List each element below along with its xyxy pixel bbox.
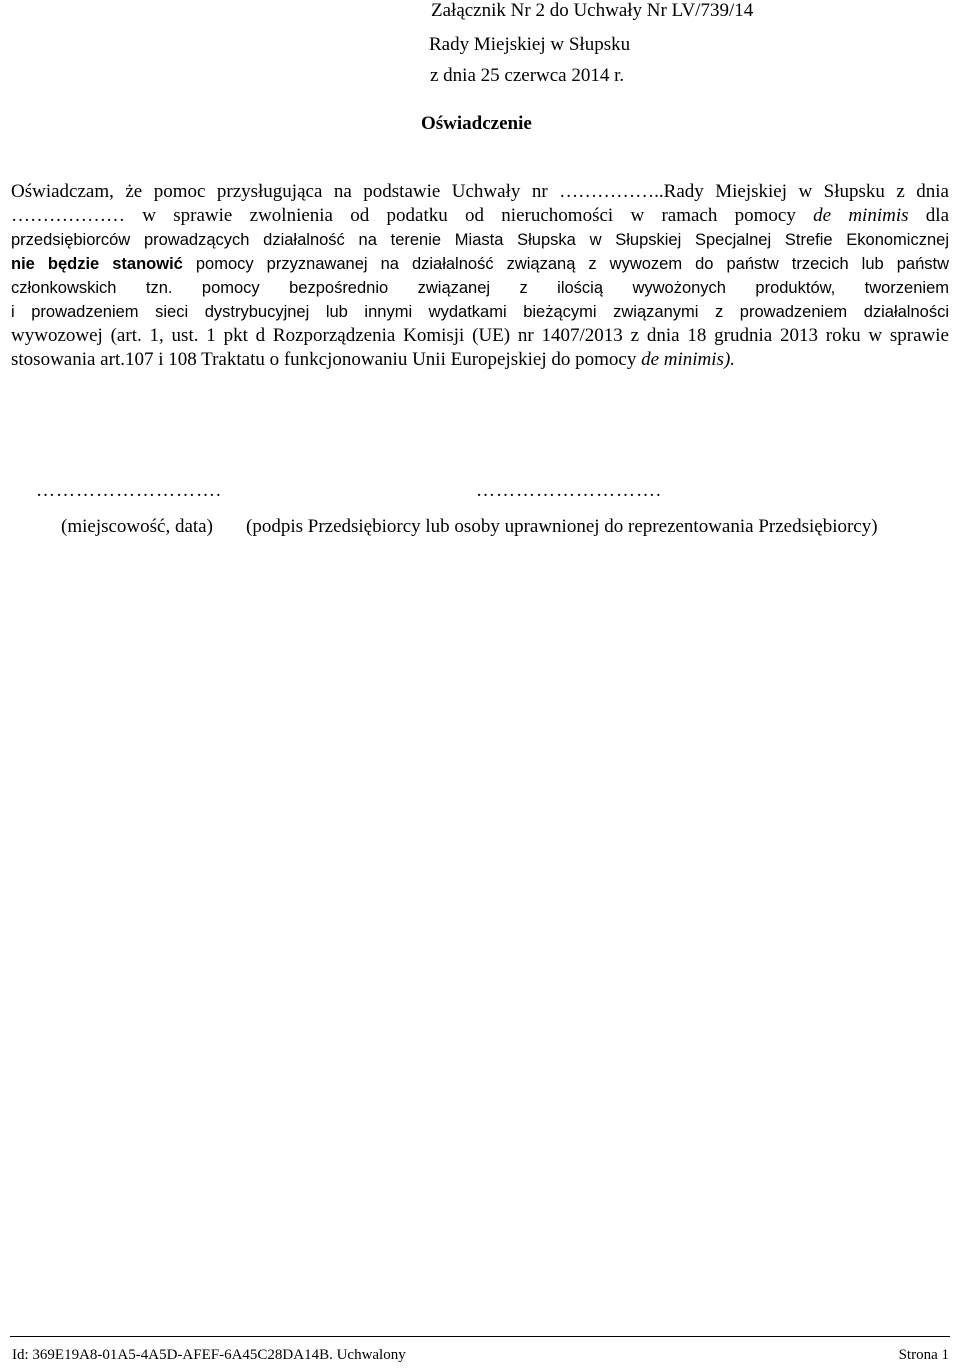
paragraph-line-4 bbox=[11, 252, 949, 276]
line8-text: stosowania art.107 i 108 Traktatu o funkcjonowaniu Unii Europejskiej do pomocy bbox=[11, 349, 642, 370]
paragraph-line-2 bbox=[11, 204, 949, 228]
footer-divider bbox=[10, 1336, 950, 1337]
attachment-header-line1: Załącznik Nr 2 do Uchwały Nr LV/739/14 bbox=[431, 0, 754, 21]
paragraph-line-1: Oświadczam, że pomoc przysługująca na podstawie Uchwały nr ……………..Rady Miejskiej w Słupsku z dnia bbox=[11, 181, 949, 202]
document-title: Oświadczenie bbox=[421, 113, 532, 134]
line2-text: ……………… w sprawie zwolnienia od podatku od nieruchomości w ramach pomocy bbox=[11, 205, 814, 226]
signature-field: ………………………. bbox=[476, 480, 662, 501]
place-date-field: ………………………. bbox=[36, 480, 222, 501]
de-minimis-term-end: de minimis). bbox=[641, 349, 736, 370]
paragraph-line-6: i prowadzeniem sieci dystrybucyjnej lub innymi wydatkami bieżącymi związanymi z prowadzeniem działalności bbox=[11, 303, 949, 321]
emphasis-text: nie będzie stanowić bbox=[11, 255, 183, 273]
attachment-header-line2: Rady Miejskiej w Słupsku bbox=[429, 34, 631, 55]
page-number: Strona 1 bbox=[898, 1347, 949, 1363]
document-id: Id: 369E19A8-01A5-4A5D-AFEF-6A45C28DA14B. Uchwalony bbox=[12, 1347, 406, 1363]
de-minimis-term: de minimis bbox=[813, 205, 909, 226]
place-date-caption: (miejscowość, data) bbox=[61, 516, 213, 537]
paragraph-line-3: przedsiębiorców prowadzących działalność na terenie Miasta Słupska w Słupskiej Specjalnej Strefie Ekonomicznej bbox=[11, 231, 949, 249]
line2-end: dla bbox=[908, 205, 950, 226]
paragraph-line-5 bbox=[11, 276, 949, 300]
line4-text: pomocy przyznawanej na działalność związaną z wywozem do państw trzecich lub państw bbox=[182, 255, 949, 273]
paragraph-line-8 bbox=[11, 348, 949, 372]
line5-text-b: pomocy bezpośrednio związanej z ilością wywożonych produktów, tworzeniem bbox=[172, 279, 949, 297]
attachment-header-date: z dnia 25 czerwca 2014 r. bbox=[430, 65, 625, 86]
paragraph-line-7: wywozowej (art. 1, ust. 1 pkt d Rozporządzenia Komisji (UE) nr 1407/2013 z dnia 18 grudnia 2013 roku w sprawie bbox=[11, 325, 949, 346]
signature-caption: (podpis Przedsiębiorcy lub osoby uprawnionej do reprezentowania Przedsiębiorcy) bbox=[246, 516, 878, 537]
line5-text-a: członkowskich tzn. bbox=[11, 279, 173, 297]
